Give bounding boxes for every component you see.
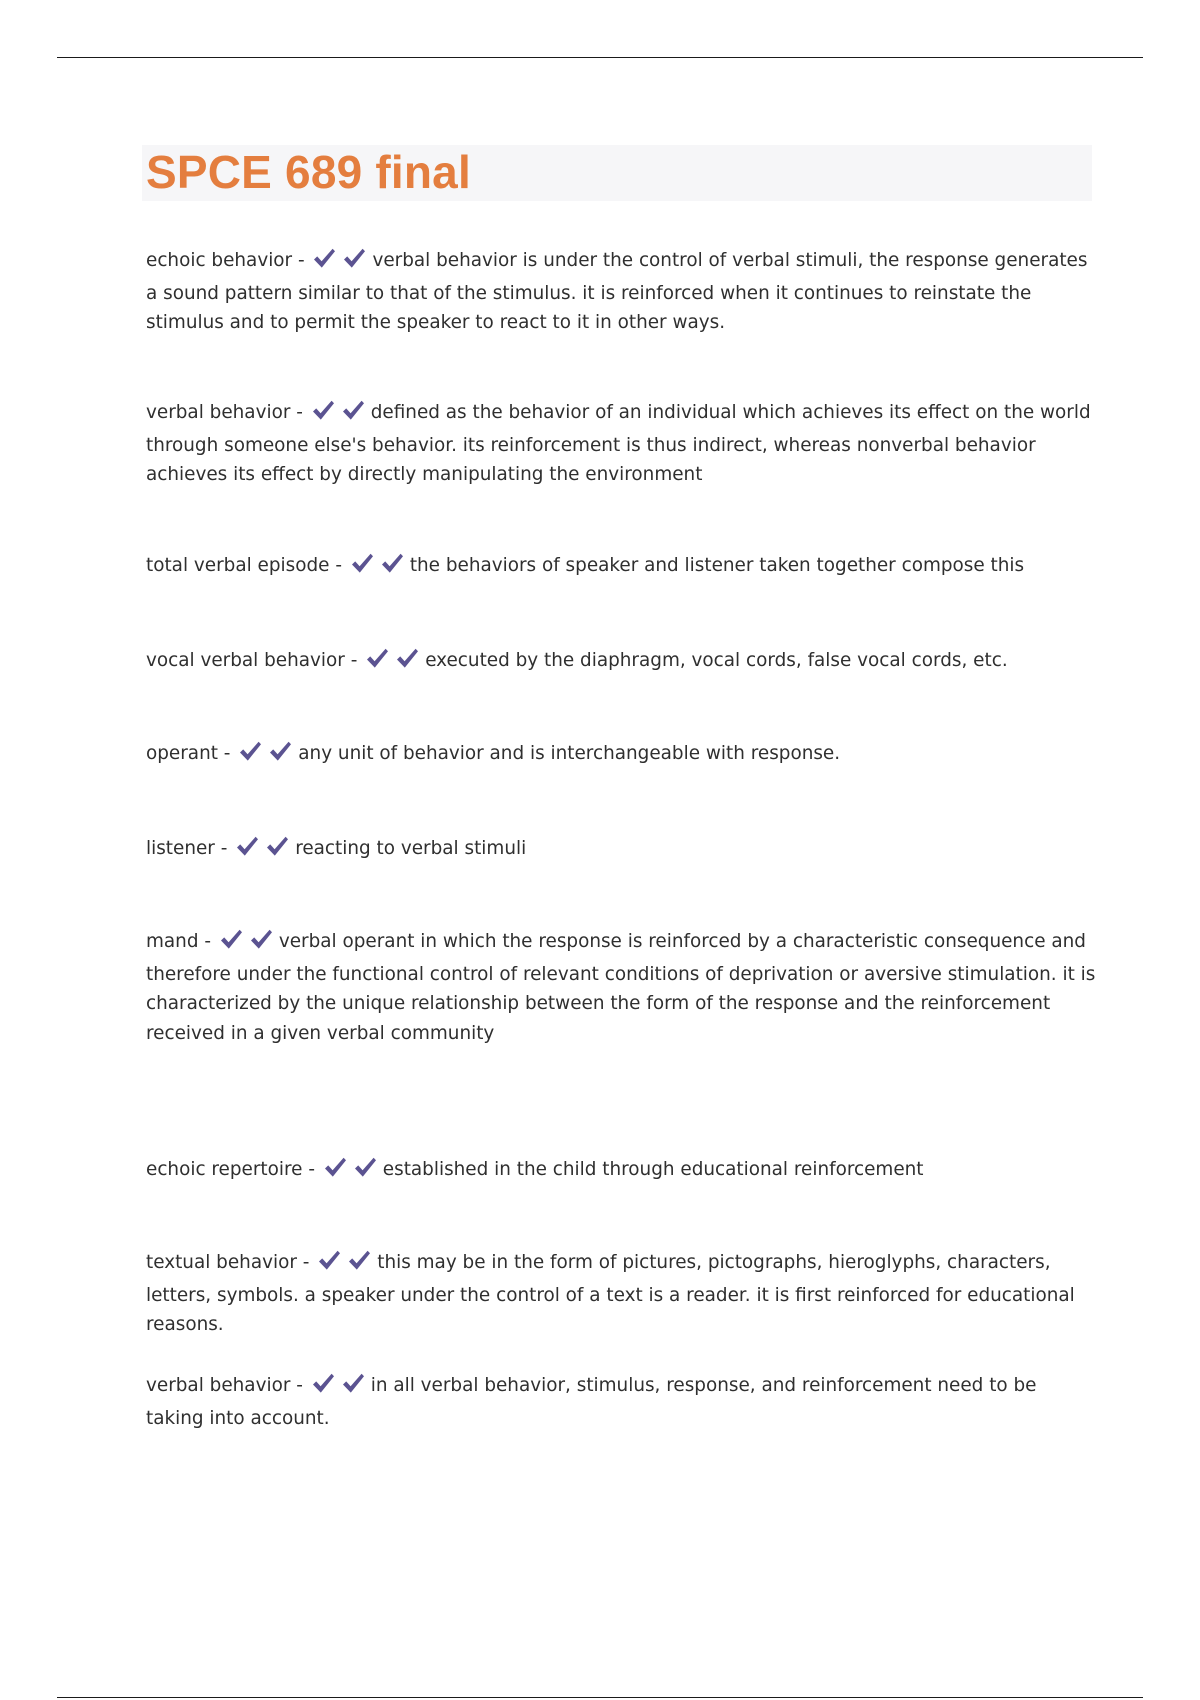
- entry-definition: the behaviors of speaker and listener taken together compose this: [409, 555, 1025, 576]
- double-check-icons: [235, 835, 291, 867]
- entry-definition: reacting to verbal stimuli: [295, 838, 527, 859]
- flashcard-entry: [146, 551, 1096, 584]
- checkmark-icon: [365, 647, 389, 669]
- flashcard-entry: [146, 398, 1096, 490]
- page-title: SPCE 689 final: [146, 146, 471, 198]
- entry-term: total verbal episode: [146, 555, 330, 576]
- flashcard-entry: [146, 1155, 1096, 1188]
- double-check-icons: [350, 552, 406, 584]
- entry-separator: -: [344, 650, 364, 671]
- entry-definition: any unit of behavior and is interchangeable with response.: [298, 743, 841, 764]
- checkmark-icon: [395, 647, 419, 669]
- double-check-icons: [317, 1249, 373, 1281]
- top-rule: [57, 57, 1143, 58]
- entry-term: echoic behavior: [146, 250, 293, 271]
- double-check-icons: [312, 247, 368, 279]
- flashcard-entry: [146, 646, 1096, 679]
- bottom-rule: [57, 1697, 1143, 1698]
- entry-separator: -: [302, 1159, 321, 1180]
- entry-definition: verbal behavior is under the control of verbal stimuli, the response generates a sound pattern similar to that of the stimulus. it is reinforced when it continues to reinstate the stimulus and to permit the speaker to react to it in other ways.: [146, 250, 1088, 333]
- checkmark-icon: [347, 1249, 371, 1271]
- entry-separator: -: [290, 402, 309, 423]
- checkmark-icon: [311, 1372, 335, 1394]
- double-check-icons: [219, 928, 275, 960]
- entry-term: verbal behavior: [146, 1375, 291, 1396]
- checkmark-icon: [350, 552, 374, 574]
- checkmark-icon: [238, 740, 262, 762]
- checkmark-icon: [268, 740, 292, 762]
- checkmark-icon: [219, 928, 243, 950]
- flashcard-entry: [146, 1248, 1096, 1340]
- entry-separator: -: [217, 743, 237, 764]
- entry-separator: -: [198, 931, 217, 952]
- entry-separator: -: [329, 555, 348, 576]
- double-check-icons: [323, 1156, 379, 1188]
- checkmark-icon: [341, 1372, 365, 1394]
- checkmark-icon: [380, 552, 404, 574]
- double-check-icons: [238, 740, 294, 772]
- checkmark-icon: [317, 1249, 341, 1271]
- checkmark-icon: [341, 399, 365, 421]
- checkmark-icon: [353, 1156, 377, 1178]
- entry-term: operant: [146, 743, 218, 764]
- double-check-icons: [365, 647, 421, 679]
- flashcard-entry: [146, 246, 1096, 338]
- entry-term: mand: [146, 931, 199, 952]
- entry-separator: -: [290, 1375, 309, 1396]
- entry-definition: defined as the behavior of an individual which achieves its effect on the world through someone else's behavior. its reinforcement is thus indirect, whereas nonverbal behavior achieves its effect by directly manipulating the environment: [146, 402, 1091, 485]
- entry-term: vocal verbal behavior: [146, 650, 345, 671]
- flashcard-entry: [146, 739, 1096, 772]
- entry-definition: in all verbal behavior, stimulus, response, and reinforcement need to be taking into account.: [146, 1375, 1037, 1429]
- checkmark-icon: [235, 835, 259, 857]
- entry-term: textual behavior: [146, 1252, 297, 1273]
- checkmark-icon: [312, 247, 336, 269]
- entry-separator: -: [296, 1252, 316, 1273]
- entry-definition: this may be in the form of pictures, pictographs, hieroglyphs, characters, letters, symbols. a speaker under the control of a text is a reader. it is first reinforced for educational reasons.: [146, 1252, 1075, 1335]
- checkmark-icon: [249, 928, 273, 950]
- checkmark-icon: [342, 247, 366, 269]
- entry-separator: -: [292, 250, 311, 271]
- entry-term: echoic repertoire: [146, 1159, 303, 1180]
- entry-definition: verbal operant in which the response is reinforced by a characteristic consequence and therefore under the functional control of relevant conditions of deprivation or aversive stimulation. it is characterized by the unique relationship between the form of the response and the reinforcement received in a given verbal community: [146, 931, 1096, 1044]
- checkmark-icon: [265, 835, 289, 857]
- entry-definition: established in the child through educational reinforcement: [382, 1159, 924, 1180]
- flashcard-entry: [146, 927, 1096, 1048]
- double-check-icons: [311, 1372, 367, 1404]
- entry-definition: executed by the diaphragm, vocal cords, false vocal cords, etc.: [425, 650, 1008, 671]
- double-check-icons: [311, 399, 367, 431]
- entry-separator: -: [214, 838, 234, 859]
- flashcard-entry: [146, 834, 1096, 867]
- checkmark-icon: [323, 1156, 347, 1178]
- checkmark-icon: [311, 399, 335, 421]
- flashcard-entry: [146, 1371, 1096, 1433]
- entry-term: verbal behavior: [146, 402, 291, 423]
- entry-term: listener: [146, 838, 215, 859]
